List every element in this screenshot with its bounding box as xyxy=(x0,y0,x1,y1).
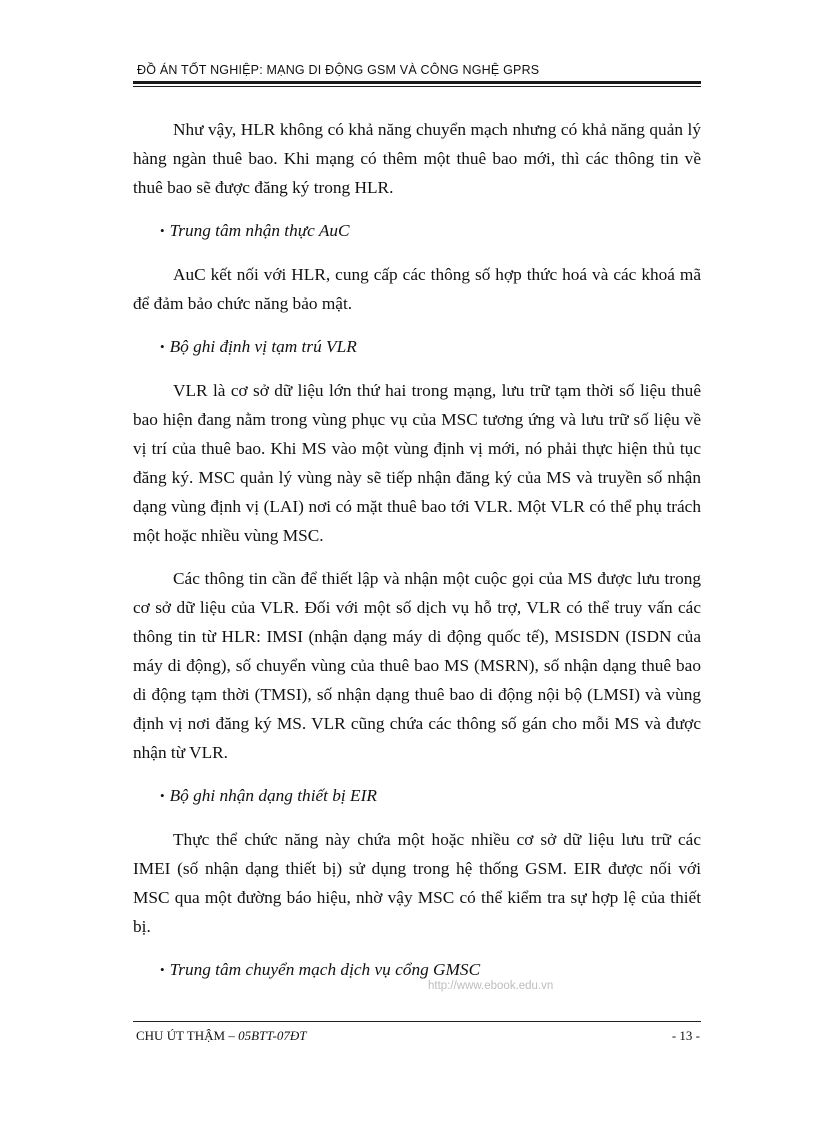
heading-gmsc-text: Trung tâm chuyển mạch dịch vụ cổng GMSC xyxy=(169,960,481,979)
heading-eir xyxy=(160,781,701,811)
heading-auc xyxy=(160,216,701,246)
paragraph-auc: AuC kết nối với HLR, cung cấp các thông số hợp thức hoá và các khoá mã để đảm bảo chức năng bảo mật. xyxy=(133,265,701,313)
bullet-icon: • xyxy=(160,339,165,354)
bullet-icon: • xyxy=(160,788,165,803)
paragraph-vlr-2: Các thông tin cần để thiết lập và nhận một cuộc gọi của MS được lưu trong cơ sở dữ liệu của VLR. Đối với một số dịch vụ hỗ trợ, VLR có thể truy vấn các thông tin từ HLR: IMSI (nhận dạng máy di động quốc tế), MSISDN (ISDN của máy di động), số chuyển vùng của thuê bao MS (MSRN), số nhận dạng thuê bao di động tạm thời (TMSI), số nhận dạng thuê bao di động nội bộ (LMSI) và vùng định vị nơi đăng ký MS. VLR cũng chứa các thông số gán cho mỗi MS và được nhận từ VLR. xyxy=(133,569,701,762)
heading-vlr xyxy=(160,332,701,362)
bullet-icon: • xyxy=(160,223,165,238)
footer-author xyxy=(136,1028,306,1044)
footer-author-name: CHU ÚT THẬM – xyxy=(136,1028,239,1043)
watermark-url: http://www.ebook.edu.vn xyxy=(428,980,554,992)
header-rule-thick xyxy=(133,81,701,84)
page-number: - 13 - xyxy=(671,1028,700,1043)
heading-vlr-text: Bộ ghi định vị tạm trú VLR xyxy=(169,337,357,356)
header-title: ĐỒ ÁN TỐT NGHIỆP: MẠNG DI ĐỘNG GSM VÀ CÔNG NGHỆ GPRS xyxy=(137,63,540,77)
document-body xyxy=(133,115,701,999)
paragraph-hlr: Như vậy, HLR không có khả năng chuyển mạch nhưng có khả năng quản lý hàng ngàn thuê bao. Khi mạng có thêm một thuê bao mới, thì các thông tin về thuê bao sẽ được đăng ký trong HLR. xyxy=(133,120,701,197)
paragraph-eir: Thực thể chức năng này chứa một hoặc nhiều cơ sở dữ liệu lưu trữ các IMEI (số nhận dạng thiết bị) sử dụng trong hệ thống GSM. EIR được nối với MSC qua một đường báo hiệu, nhờ vậy MSC có thể kiểm tra sự hợp lệ của thiết bị. xyxy=(133,830,701,936)
paragraph-vlr-1: VLR là cơ sở dữ liệu lớn thứ hai trong mạng, lưu trữ tạm thời số liệu thuê bao hiện đang nằm trong vùng phục vụ của MSC tương ứng và lưu trữ số liệu về vị trí của thuê bao. Khi MS vào một vùng định vị mới, nó phải thực hiện thủ tục đăng ký. MSC quản lý vùng này sẽ tiếp nhận đăng ký của MS và truyền số nhận dạng vùng định vị (LAI) nơi có mặt thuê bao tới VLR. Một VLR có thể phụ trách một hoặc nhiều vùng MSC. xyxy=(133,381,701,545)
footer-class-code: 05BTT-07ĐT xyxy=(238,1028,307,1043)
bullet-icon: • xyxy=(160,962,165,977)
heading-eir-text: Bộ ghi nhận dạng thiết bị EIR xyxy=(169,786,377,805)
header-rule-thin xyxy=(133,86,701,87)
footer-rule xyxy=(133,1021,701,1022)
heading-auc-text: Trung tâm nhận thực AuC xyxy=(169,221,350,240)
